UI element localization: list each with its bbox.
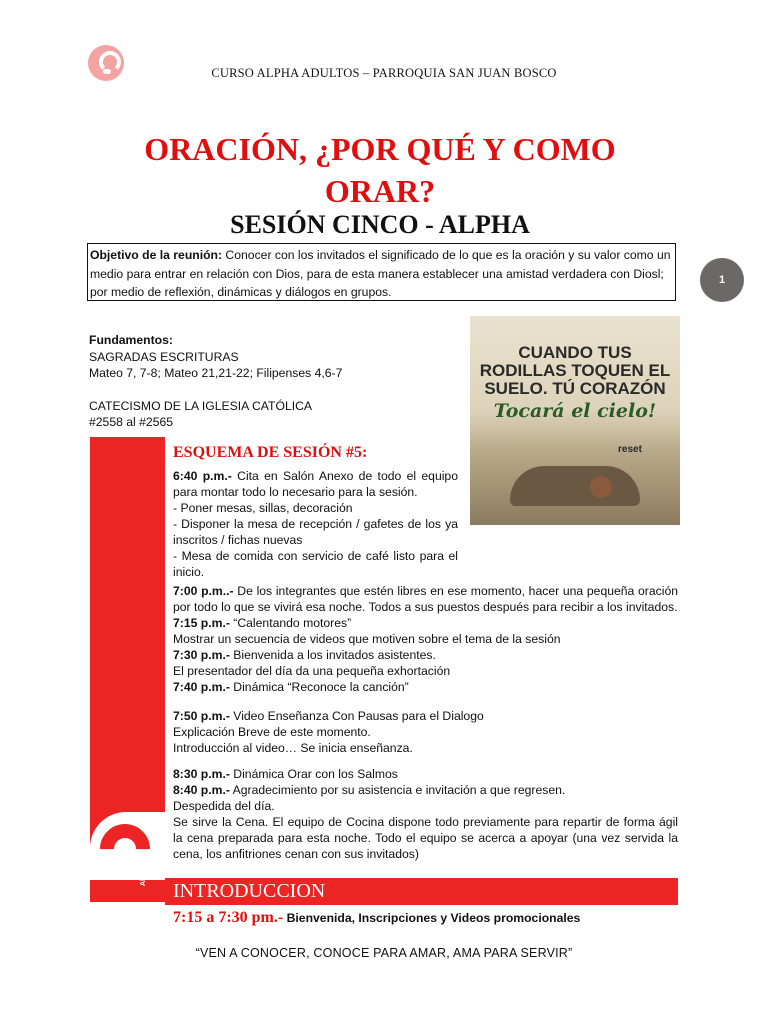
footer-motto: “VEN A CONOCER, CONOCE PARA AMAR, AMA PARA SERVIR” [195, 946, 573, 960]
objective-box [87, 243, 676, 301]
red-side-bar-bottom [90, 880, 165, 902]
schedule-heading: ESQUEMA DE SESIÓN #5: [173, 444, 368, 461]
fundamentos-label: Fundamentos: [89, 333, 173, 347]
scripture-citations: Mateo 7, 7-8; Mateo 21,21-22; Filipenses 4,6-7 [89, 366, 343, 380]
objective-text: Conocer con los invitados el significado de lo que es la oración y su valor como un medio para entrar en relación con Dios, para de esta manera establecer una amistad verdadera con Diosl; por medio de reflexión, dinámicas y diálogos en grupos. [90, 248, 671, 299]
alpha-brand-label: Alpha [140, 866, 147, 886]
schedule-block-3: 7:50 p.m.- Video Enseñanza Con Pausas para el Dialogo Explicación Breve de este momento. Introducción al video… Se inicia enseñanza. [173, 709, 484, 755]
schedule-block-4: 8:30 p.m.- Dinámica Orar con los Salmos 8:40 p.m.- Agradecimiento por su asistencia e invitación a que regresen. Despedida del día. Se sirve la Cena. El equipo de Cocina dispone todo previamente para repartir de forma ágil la cena preparada para esta noche. Todo el equipo se acerca a apoyar (una vez servida la cena, los anfitriones cenan con sus invitados) [173, 767, 678, 861]
schedule-block-1: 6:40 p.m.- Cita en Salón Anexo de todo el equipo para montar todo lo necesario para la sesión. - Poner mesas, sillas, decoración - Disponer la mesa de recepción / gafetes de los ya inscritos / fichas nuevas - Mesa de comida con servicio de café listo para el inicio. [173, 469, 458, 579]
document-header: CURSO ALPHA ADULTOS – PARROQUIA SAN JUAN BOSCO [211, 66, 557, 80]
intro-schedule-line: 7:15 a 7:30 pm.- Bienvenida, Inscripciones y Videos promocionales [173, 909, 581, 926]
page-number-badge: 1 [700, 258, 744, 302]
catecismo-numbers: #2558 al #2565 [89, 415, 174, 429]
list-item: - Mesa de comida con servicio de café listo para el inicio. [173, 549, 458, 579]
session-subtitle: SESIÓN CINCO - ALPHA [230, 210, 530, 239]
kneeling-figure [510, 466, 640, 506]
prayer-poster-image: CUANDO TUS RODILLAS TOQUEN EL SUELO. TÚ CORAZÓN Tocará el cielo! reset [470, 316, 680, 525]
list-item: - Poner mesas, sillas, decoración [173, 501, 353, 515]
intro-heading: INTRODUCCION [173, 880, 326, 902]
catecismo-label: CATECISMO DE LA IGLESIA CATÓLICA [89, 398, 313, 413]
figure-head [590, 476, 612, 498]
schedule-block-2: 7:00 p.m..- De los integrantes que estén libres en ese momento, hacer una pequeña oración por todo lo que se vivirá esa noche. Todos a sus puestos después para recibir a los invitados. 7:15 p.m.- “Calentando motores” Mostrar un secuencia de videos que motiven sobre el tema de la sesión 7:30 p.m.- Bienvenida a los invitados asistentes. El presentador del día da una pequeña exhortación 7:40 p.m.- Dinámica “Reconoce la canción” [173, 584, 678, 694]
escrituras-label: SAGRADAS ESCRITURAS [89, 349, 239, 364]
page-title: ORACIÓN, ¿POR QUÉ Y COMO ORAR? [144, 131, 616, 209]
fundamentos-section [89, 332, 459, 431]
list-item: - Disponer la mesa de recepción / gafetes de los ya inscritos / fichas nuevas [173, 517, 458, 547]
objective-label: Objetivo de la reunión: [90, 248, 223, 262]
